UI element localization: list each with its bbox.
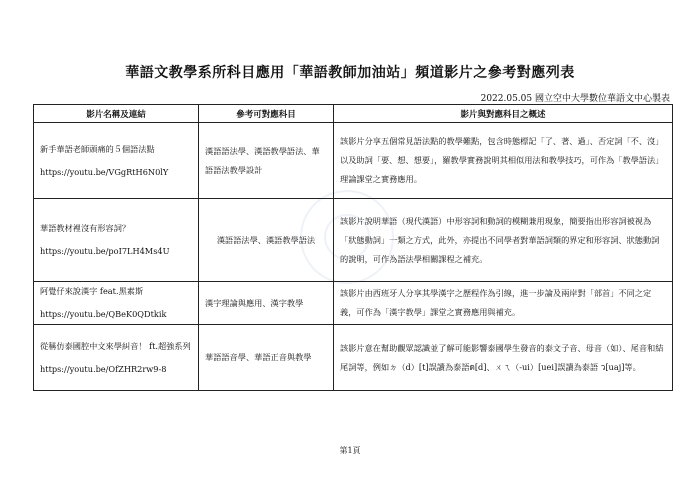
subjects-cell: 漢語語法學、漢語教學語法、華語語法教學設計: [199, 123, 334, 199]
video-cell: [34, 282, 199, 325]
table-row: [34, 282, 673, 325]
header-summary: 影片與對應科目之概述: [334, 105, 673, 123]
summary-cell: 該影片由西班牙人分享其學漢字之歷程作為引線，進一步論及兩岸對「部首」不同之定義，可作為「漢字教學」課堂之實務應用與補充。: [334, 282, 673, 325]
table-row: [34, 123, 673, 199]
reference-table: [33, 104, 673, 391]
header-video-name: 影片名稱及連結: [34, 105, 199, 123]
summary-cell: 該影片分享五個常見語法點的教學難點，包含時態標記「了、著、過」、否定詞「不、沒」以及助詞「要、想、想要」，羅教學實務說明其相似用法和教學技巧，可作為「教學語法」理論課堂之實務應用。: [334, 123, 673, 199]
video-name: 從稱仿泰國腔中文來學糾音！ ft.超強系列: [40, 340, 191, 351]
video-name: 阿覺仔來說漢字 feat.黑素斯: [40, 286, 144, 296]
page-number: 第1頁: [339, 446, 361, 455]
video-link[interactable]: https://youtu.be/QBeK0QDtkik: [40, 309, 167, 319]
subjects-cell: 漢字理論與應用、漢字教學: [199, 282, 334, 325]
video-link[interactable]: https://youtu.be/OfZHR2rw9-8: [40, 363, 167, 374]
video-cell: [34, 123, 199, 199]
header-subjects: 參考可對應科目: [199, 105, 334, 123]
video-cell: [34, 325, 199, 391]
video-name: 新手華語老師頭痛的５個語法點: [40, 143, 155, 154]
table-header-row: [34, 105, 673, 123]
video-cell: [34, 199, 199, 282]
subjects-cell: 華語語音學、華語正音與教學: [199, 325, 334, 391]
table-row: [34, 325, 673, 391]
subjects-cell: 漢語語法學、漢語教學語法: [199, 199, 334, 282]
summary-cell: 該影片說明華語（現代漢語）中形容詞和動詞的模糊兼用現象，簡要指出形容詞被視為「狀態動詞」一類之方式，此外，亦提出不同學者對華語詞類的界定和形容詞、狀態動詞的說明，可作為語法學相關課程之補充。: [334, 199, 673, 282]
video-link[interactable]: https://youtu.be/poI7LH4Ms4U: [40, 246, 170, 256]
document-title: 華語文教學系所科目應用「華語教師加油站」頻道影片之參考對應列表: [125, 65, 575, 81]
table-row: [34, 199, 673, 282]
document-credit: 2022.05.05 國立空中大學數位華語文中心製表: [480, 94, 670, 104]
video-link[interactable]: https://youtu.be/VGgRtH6N0lY: [40, 166, 169, 177]
summary-cell: 該影片意在幫助觀眾認識並了解可能影響泰國學生發音的泰文子音、母音（如）、尾音和結尾詞等，例如ㄉ（d）[t]誤讀為泰語ด[d]、ㄨㄟ（-ui）[uei]誤讀為泰語 ว[uaj]等。: [334, 325, 673, 391]
video-name: 華語教材裡沒有形容詞？: [40, 223, 131, 233]
